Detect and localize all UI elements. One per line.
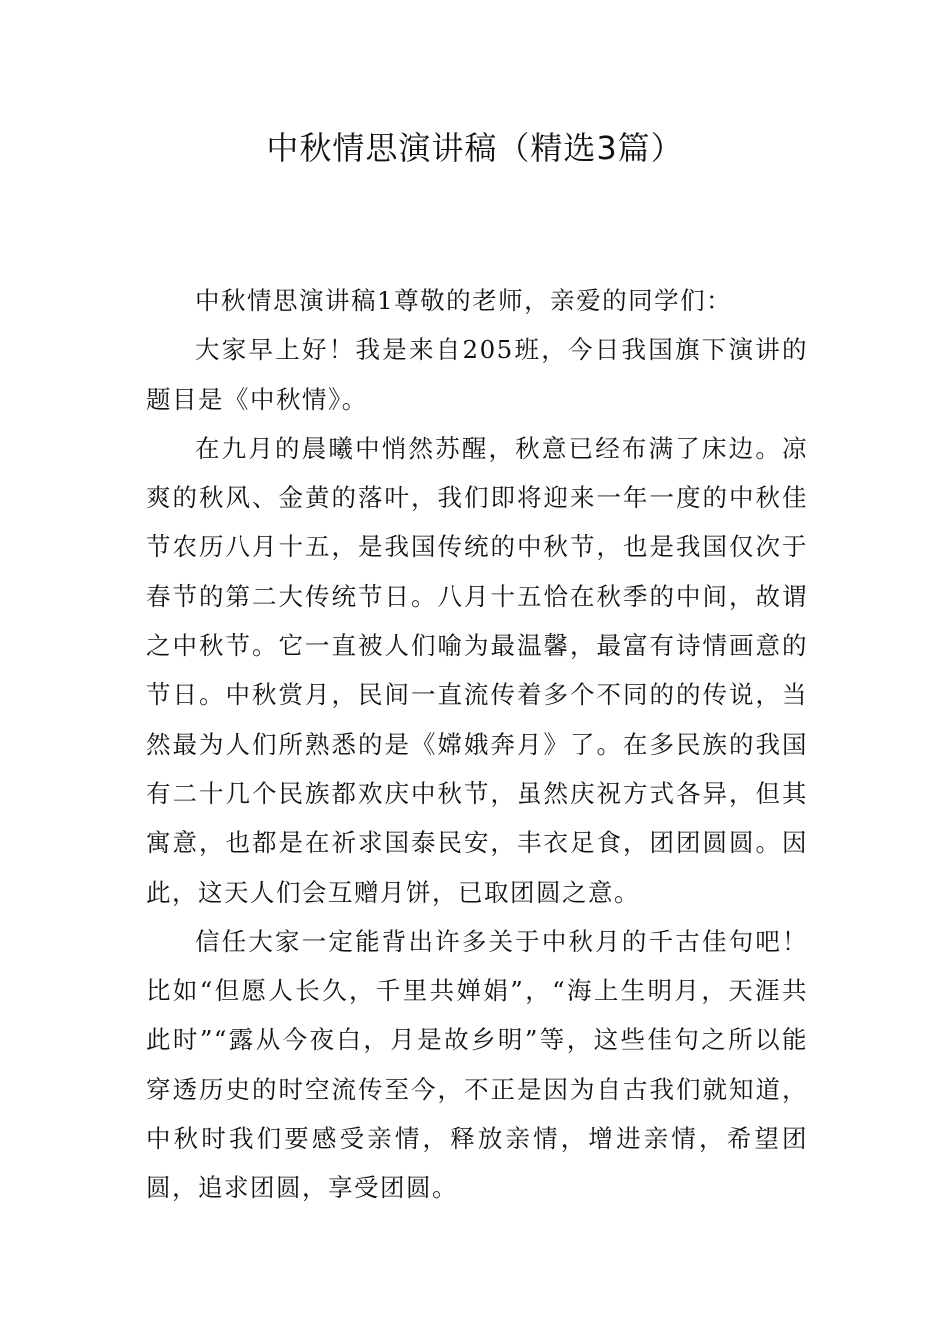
- paragraph-intro: 大家早上好！我是来自205班，今日我国旗下演讲的题目是《中秋情》。: [146, 335, 808, 414]
- document-body: [146, 276, 808, 1213]
- document-title: 中秋情思演讲稿（精选3篇）: [266, 129, 684, 167]
- paragraph-greeting: 中秋情思演讲稿1尊敬的老师，亲爱的同学们：: [195, 286, 733, 315]
- paragraph-festival: 在九月的晨曦中悄然苏醒，秋意已经布满了床边。凉爽的秋风、金黄的落叶，我们即将迎来一年一度的中秋佳节农历八月十五，是我国传统的中秋节，也是我国仅次于春节的第二大传统节日。八月十五恰在秋季的中间，故谓之中秋节。它一直被人们喻为最温馨，最富有诗情画意的节日。中秋赏月，民间一直流传着多个不同的的传说，当然最为人们所熟悉的是《嫦娥奔月》了。在多民族的我国有二十几个民族都欢庆中秋节，虽然庆祝方式各异，但其寓意，也都是在祈求国泰民安，丰衣足食，团团圆圆。因此，这天人们会互赠月饼，已取团圆之意。: [146, 433, 808, 907]
- paragraph-poems: 信任大家一定能背出许多关于中秋月的千古佳句吧！比如“但愿人长久，千里共婵娟”，“海上生明月，天涯共此时”“露从今夜白，月是故乡明”等，这些佳句之所以能穿透历史的时空流传至今，不正是因为自古我们就知道，中秋时我们要感受亲情，释放亲情，增进亲情，希望团圆，追求团圆，享受团圆。: [146, 926, 808, 1203]
